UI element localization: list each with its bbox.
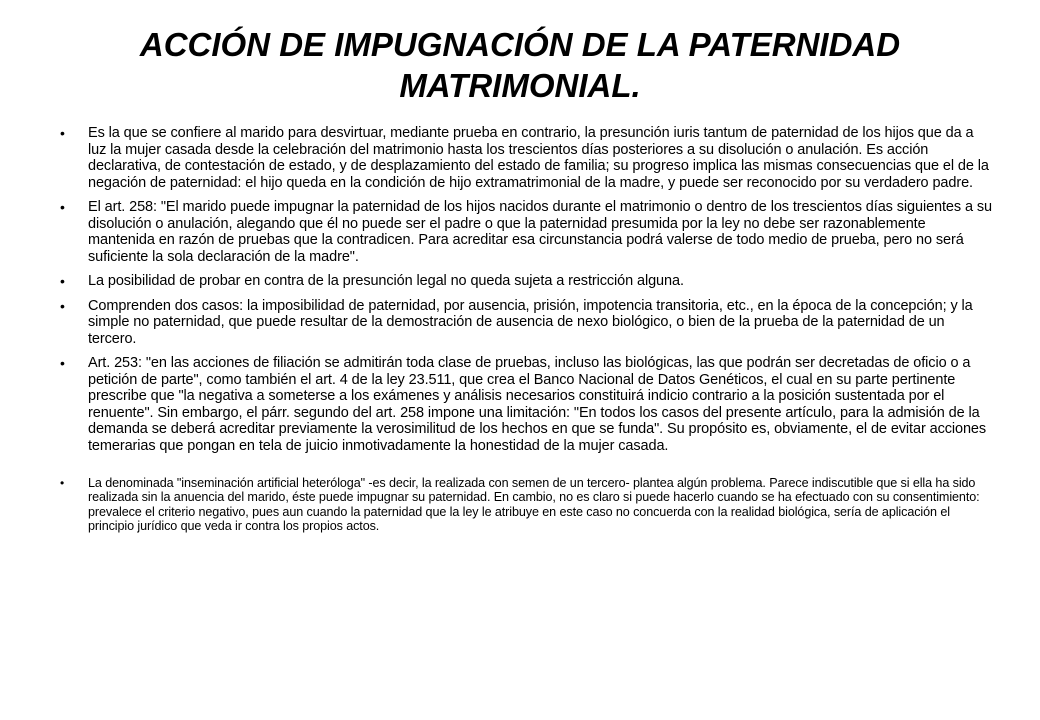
bullet-dot-icon: • (60, 297, 65, 314)
bullet-text: La posibilidad de probar en contra de la presunción legal no queda sujeta a restricción alguna. (88, 273, 684, 289)
bullet-item (60, 199, 995, 265)
bullet-list (60, 125, 995, 542)
bullet-text: Art. 253: "en las acciones de filiación se admitirán toda clase de pruebas, incluso las biológicas, las que podrán ser decretadas de oficio o a petición de parte", como también el art. 4 de la ley 23.511, que crea el Banco Nacional de Datos Genéticos, el cual en su parte pertinente prescribe que "la negativa a someterse a los exámenes y análisis necesarios constituirá indicio contrario a la posición sustentada por el renuente". Sin embargo, el párr. segundo del art. 258 impone una limitación: "En todos los casos del presente artículo, para la admisión de la demanda se deberá acreditar previamente la verosimilitud de los hechos en que se funda". Su propósito es, obviamente, el de evitar acciones temerarias que pongan en tela de juicio inmotivadamente la honestidad de la mujer casada. (88, 355, 987, 454)
bullet-dot-icon: • (60, 476, 65, 490)
bullet-text: La denominada "inseminación artificial heteróloga" -es decir, la realizada con semen de un tercero- plantea algún problema. Parece indiscutible que si ella ha sido realizada sin la anuencia del marido, éste puede impugnar su paternidad. En cambio, no es claro si puede hacerlo cuando se ha efectuado con su consentimiento: prevalece el criterio negativo, pues aun cuando la paternidad que la ley le atribuye en este caso no concuerda con la realidad biológica, sería de aplicación el principio jurídico que veda ir contra los propios actos. (88, 476, 980, 534)
bullet-item-small (60, 476, 995, 534)
bullet-item (60, 125, 995, 191)
bullet-dot-icon: • (60, 355, 65, 371)
slide-title: ACCIÓN DE IMPUGNACIÓN DE LA PATERNIDAD MATRIMONIAL. (139, 26, 901, 104)
bullet-text: El art. 258: "El marido puede impugnar la paternidad de los hijos nacidos durante el matrimonio o dentro de los trescientos días siguientes a su disolución o anulación, alegando que él no puede ser el padre o que la paternidad presumida por la ley no debe ser razonablemente mantenida en razón de pruebas que la contradicen. Para acreditar esa circunstancia podrá valerse de todo medio de prueba, pero no será suficiente la sola declaración de la madre". (88, 199, 992, 265)
bullet-dot-icon: • (60, 273, 65, 289)
bullet-text: Comprenden dos casos: la imposibilidad de paternidad, por ausencia, prisión, impotencia transitoria, etc., en la época de la concepción; y la simple no paternidad, que puede resultar de la demostración de ausencia de nexo biológico, o bien de la prueba de la paternidad de un tercero. (88, 297, 973, 347)
bullet-text: Es la que se confiere al marido para desvirtuar, mediante prueba en contrario, la presunción iuris tantum de paternidad de los hijos que da a luz la mujer casada desde la celebración del matrimonio hasta los trescientos días posteriores a su disolución o anulación. Es acción declarativa, de contestación de estado, y de desplazamiento del estado de familia; su progreso implica las mismas consecuencias que el de la negación de paternidad: el hijo queda en la condición de hijo extramatrimonial de la madre, y puede ser reconocido por su verdadero padre. (88, 125, 989, 191)
bullet-item (60, 273, 995, 290)
bullet-item (60, 298, 995, 348)
bullet-dot-icon: • (60, 199, 65, 215)
bullet-dot-icon: • (60, 125, 65, 141)
bullet-item (60, 355, 995, 454)
